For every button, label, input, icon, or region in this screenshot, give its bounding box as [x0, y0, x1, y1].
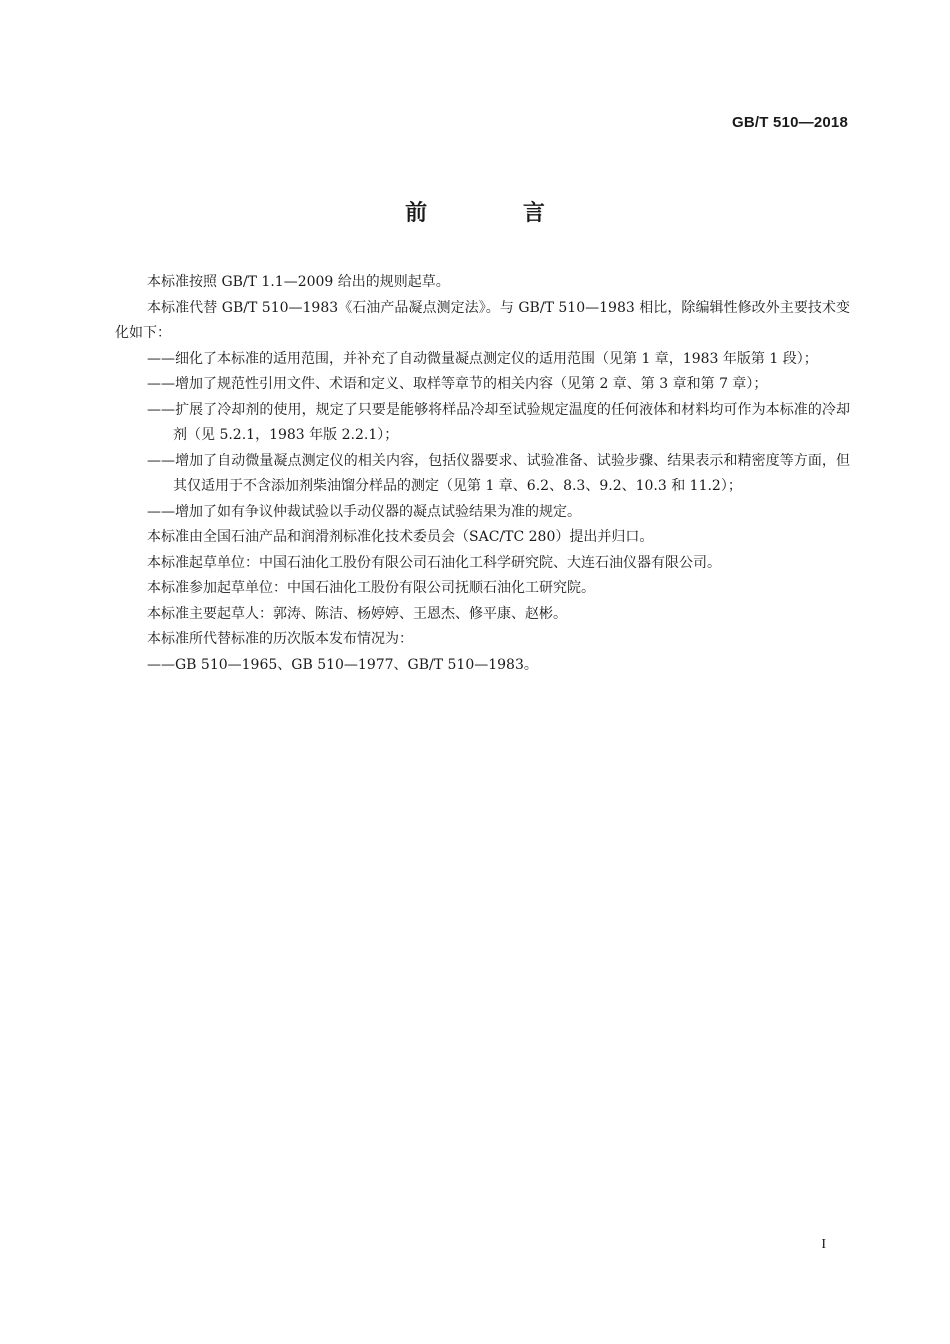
paragraph-drafters: 本标准主要起草人：郭涛、陈洁、杨婷婷、王恩杰、修平康、赵彬。 [147, 605, 567, 622]
page-title: 前 言 [405, 201, 589, 226]
paragraph-drafting-unit: 本标准起草单位：中国石油化工股份有限公司石油化工科学研究院、大连石油仪器有限公司。 [147, 554, 721, 571]
paragraph-participating-unit: 本标准参加起草单位：中国石油化工股份有限公司抚顺石油化工研究院。 [147, 580, 595, 596]
change-item: ——细化了本标准的适用范围，并补充了自动微量凝点测定仪的适用范围（见第 1 章，1983 年版第 1 段）； [147, 350, 818, 367]
standard-number: GB/T 510—2018 [732, 114, 848, 131]
change-item: ——增加了如有争议仲裁试验以手动仪器的凝点试验结果为准的规定。 [147, 503, 581, 520]
paragraph-committee: 本标准由全国石油产品和润滑剂标准化技术委员会（SAC/TC 280）提出并归口。 [147, 529, 654, 545]
paragraph-history-intro: 本标准所代替标准的历次版本发布情况为： [147, 631, 413, 647]
paragraph-replacement: 本标准代替 GB/T 510—1983《石油产品凝点测定法》。与 GB/T 510—1983 相比，除编辑性修改外主要技术变化如下： [115, 299, 850, 341]
paragraph-drafting-rules: 本标准按照 GB/T 1.1—2009 给出的规则起草。 [147, 274, 450, 290]
change-item: ——扩展了冷却剂的使用，规定了只要是能够将样品冷却至试验规定温度的任何液体和材料均可作为本标准的冷却剂（见 5.2.1，1983 年版 2.2.1）； [147, 401, 850, 443]
change-item: ——增加了自动微量凝点测定仪的相关内容，包括仪器要求、试验准备、试验步骤、结果表示和精密度等方面，但其仅适用于不含添加剂柴油馏分样品的测定（见第 1 章、6.2、8.3、9.2、10.3 和 11.2）； [147, 452, 850, 494]
foreword-body [115, 270, 850, 678]
change-item: ——增加了规范性引用文件、术语和定义、取样等章节的相关内容（见第 2 章、第 3 章和第 7 章）； [147, 376, 768, 392]
history-item: ——GB 510—1965、GB 510—1977、GB/T 510—1983。 [147, 656, 538, 673]
page-number: I [821, 1237, 826, 1252]
